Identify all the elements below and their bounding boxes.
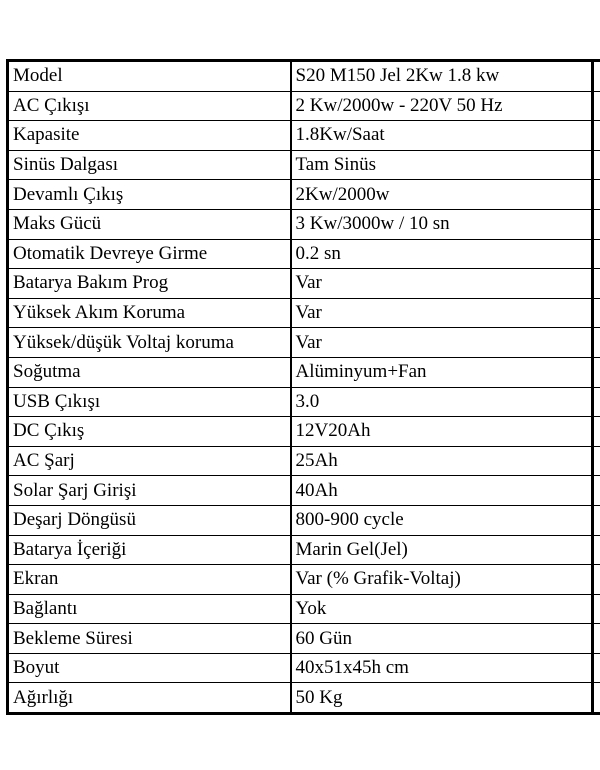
empty-cell bbox=[593, 239, 600, 269]
table-row bbox=[8, 209, 600, 239]
empty-cell bbox=[593, 565, 600, 595]
spec-value: Yok bbox=[291, 594, 593, 624]
table-row bbox=[8, 269, 600, 299]
spec-label: Model bbox=[8, 61, 291, 92]
table-row bbox=[8, 446, 600, 476]
table-row bbox=[8, 624, 600, 654]
spec-label: Yüksek Akım Koruma bbox=[8, 298, 291, 328]
empty-cell bbox=[593, 269, 600, 299]
spec-value: S20 M150 Jel 2Kw 1.8 kw bbox=[291, 61, 593, 92]
spec-value: 60 Gün bbox=[291, 624, 593, 654]
spec-value: 3.0 bbox=[291, 387, 593, 417]
table-row bbox=[8, 387, 600, 417]
spec-label: Sinüs Dalgası bbox=[8, 150, 291, 180]
empty-cell bbox=[593, 387, 600, 417]
empty-cell bbox=[593, 594, 600, 624]
spec-label: Batarya Bakım Prog bbox=[8, 269, 291, 299]
spec-label: AC Şarj bbox=[8, 446, 291, 476]
spec-label: Deşarj Döngüsü bbox=[8, 505, 291, 535]
table-row bbox=[8, 594, 600, 624]
empty-cell bbox=[593, 121, 600, 151]
spec-value: 12V20Ah bbox=[291, 417, 593, 447]
table-row bbox=[8, 150, 600, 180]
spec-value: Var bbox=[291, 298, 593, 328]
spec-label: Maks Gücü bbox=[8, 209, 291, 239]
table-row bbox=[8, 357, 600, 387]
table-row bbox=[8, 653, 600, 683]
spec-label: Soğutma bbox=[8, 357, 291, 387]
empty-cell bbox=[593, 209, 600, 239]
table-row bbox=[8, 239, 600, 269]
table-row bbox=[8, 683, 600, 714]
empty-cell bbox=[593, 150, 600, 180]
empty-cell bbox=[593, 180, 600, 210]
empty-cell bbox=[593, 476, 600, 506]
table-row bbox=[8, 565, 600, 595]
spec-table-body bbox=[8, 61, 600, 714]
table-row bbox=[8, 180, 600, 210]
spec-label: Boyut bbox=[8, 653, 291, 683]
empty-cell bbox=[593, 298, 600, 328]
spec-label: Devamlı Çıkış bbox=[8, 180, 291, 210]
spec-label: Ağırlığı bbox=[8, 683, 291, 714]
empty-cell bbox=[593, 446, 600, 476]
spec-label: Bekleme Süresi bbox=[8, 624, 291, 654]
empty-cell bbox=[593, 328, 600, 358]
spec-value: Tam Sinüs bbox=[291, 150, 593, 180]
empty-cell bbox=[593, 505, 600, 535]
empty-cell bbox=[593, 417, 600, 447]
empty-cell bbox=[593, 91, 600, 121]
table-row bbox=[8, 91, 600, 121]
empty-cell bbox=[593, 535, 600, 565]
table-row bbox=[8, 476, 600, 506]
spec-value: 3 Kw/3000w / 10 sn bbox=[291, 209, 593, 239]
spec-label: Solar Şarj Girişi bbox=[8, 476, 291, 506]
empty-cell bbox=[593, 61, 600, 92]
empty-cell bbox=[593, 624, 600, 654]
table-row bbox=[8, 121, 600, 151]
spec-value: Marin Gel(Jel) bbox=[291, 535, 593, 565]
spec-label: Batarya İçeriği bbox=[8, 535, 291, 565]
spec-label: Yüksek/düşük Voltaj koruma bbox=[8, 328, 291, 358]
spec-value: 0.2 sn bbox=[291, 239, 593, 269]
spec-value: 2Kw/2000w bbox=[291, 180, 593, 210]
spec-value: 2 Kw/2000w - 220V 50 Hz bbox=[291, 91, 593, 121]
empty-cell bbox=[593, 653, 600, 683]
spec-label: Ekran bbox=[8, 565, 291, 595]
spec-value: 40Ah bbox=[291, 476, 593, 506]
spec-value: Var (% Grafik-Voltaj) bbox=[291, 565, 593, 595]
spec-label: Otomatik Devreye Girme bbox=[8, 239, 291, 269]
spec-value: 40x51x45h cm bbox=[291, 653, 593, 683]
spec-label: AC Çıkışı bbox=[8, 91, 291, 121]
table-row bbox=[8, 298, 600, 328]
table-row bbox=[8, 505, 600, 535]
table-row bbox=[8, 417, 600, 447]
spec-label: DC Çıkış bbox=[8, 417, 291, 447]
spec-value: Alüminyum+Fan bbox=[291, 357, 593, 387]
spec-value: 25Ah bbox=[291, 446, 593, 476]
table-row bbox=[8, 535, 600, 565]
spec-label: Kapasite bbox=[8, 121, 291, 151]
spec-value: Var bbox=[291, 328, 593, 358]
spec-label: USB Çıkışı bbox=[8, 387, 291, 417]
table-row bbox=[8, 61, 600, 92]
empty-cell bbox=[593, 683, 600, 714]
empty-cell bbox=[593, 357, 600, 387]
spec-value: 1.8Kw/Saat bbox=[291, 121, 593, 151]
table-row bbox=[8, 328, 600, 358]
spec-label: Bağlantı bbox=[8, 594, 291, 624]
spec-value: 50 Kg bbox=[291, 683, 593, 714]
spec-value: 800-900 cycle bbox=[291, 505, 593, 535]
spec-table bbox=[6, 59, 600, 715]
spec-value: Var bbox=[291, 269, 593, 299]
